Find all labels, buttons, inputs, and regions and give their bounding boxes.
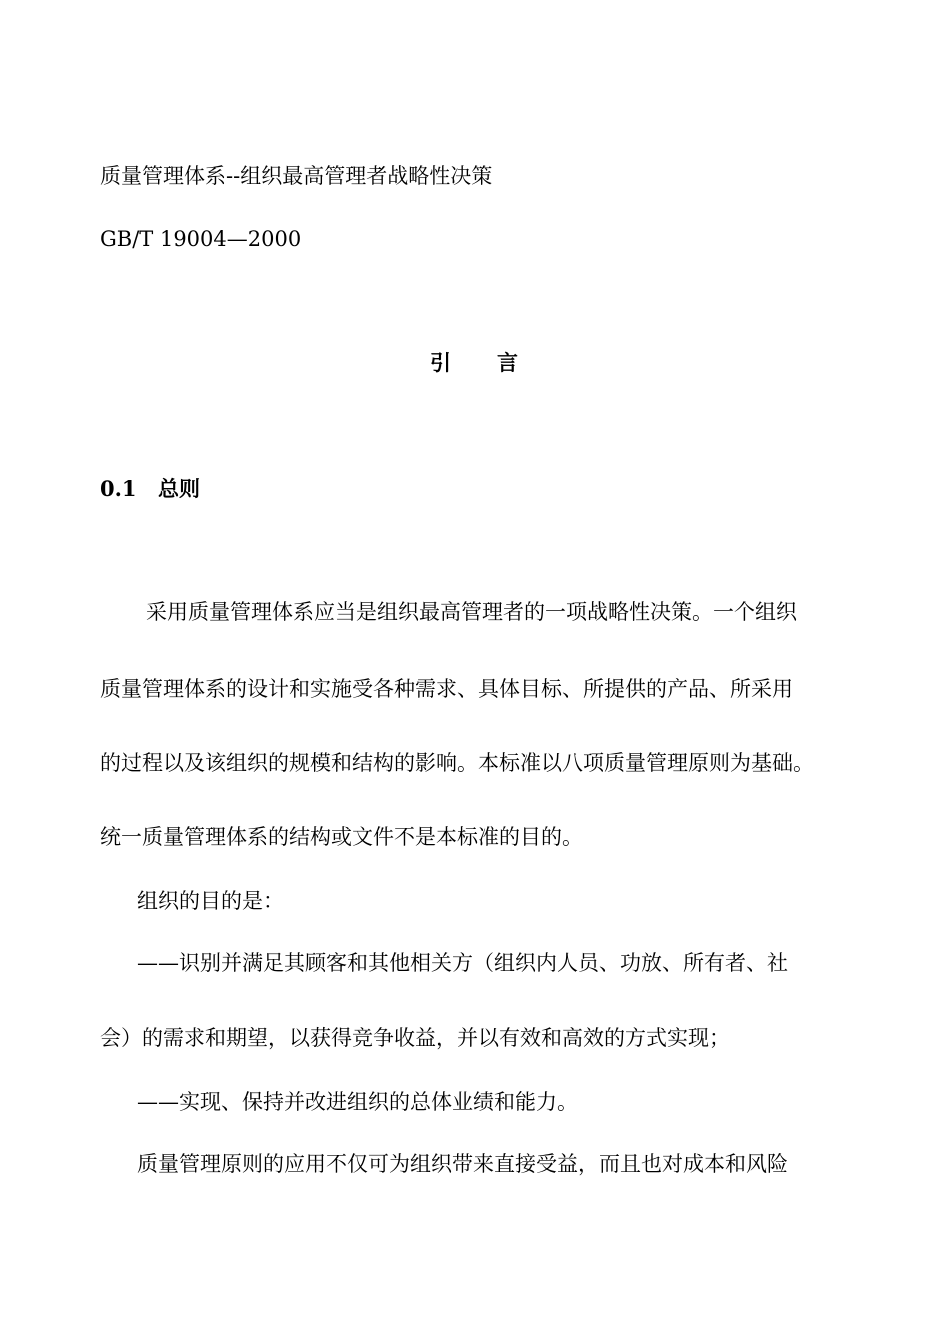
intro-heading-second-char: 言 [497, 350, 518, 375]
body-line: 的过程以及该组织的规模和结构的影响。本标准以八项质量管理原则为基础。 [100, 751, 814, 775]
list-item-continuation: 会）的需求和期望，以获得竞争收益，并以有效和高效的方式实现； [100, 1026, 730, 1050]
standard-code: GB/T 19004—2000 [100, 227, 302, 251]
section-title: 总则 [158, 476, 200, 501]
list-item: ——识别并满足其顾客和其他相关方（组织内人员、功放、所有者、社 [137, 951, 788, 975]
document-title: 质量管理体系--组织最高管理者战略性决策 [100, 164, 493, 188]
body-line: 质量管理原则的应用不仅可为组织带来直接受益，而且也对成本和风险 [137, 1152, 788, 1176]
intro-heading-first-char: 引 [430, 350, 451, 375]
intro-heading [430, 349, 518, 377]
body-line: 组织的目的是： [137, 889, 284, 913]
body-line: 质量管理体系的设计和实施受各种需求、具体目标、所提供的产品、所采用 [100, 677, 793, 701]
list-item: ——实现、保持并改进组织的总体业绩和能力。 [137, 1090, 578, 1114]
section-number: 0.1 [100, 476, 137, 501]
body-line: 采用质量管理体系应当是组织最高管理者的一项战略性决策。一个组织 [146, 600, 797, 624]
section-heading [100, 475, 200, 503]
body-line: 统一质量管理体系的结构或文件不是本标准的目的。 [100, 825, 583, 849]
